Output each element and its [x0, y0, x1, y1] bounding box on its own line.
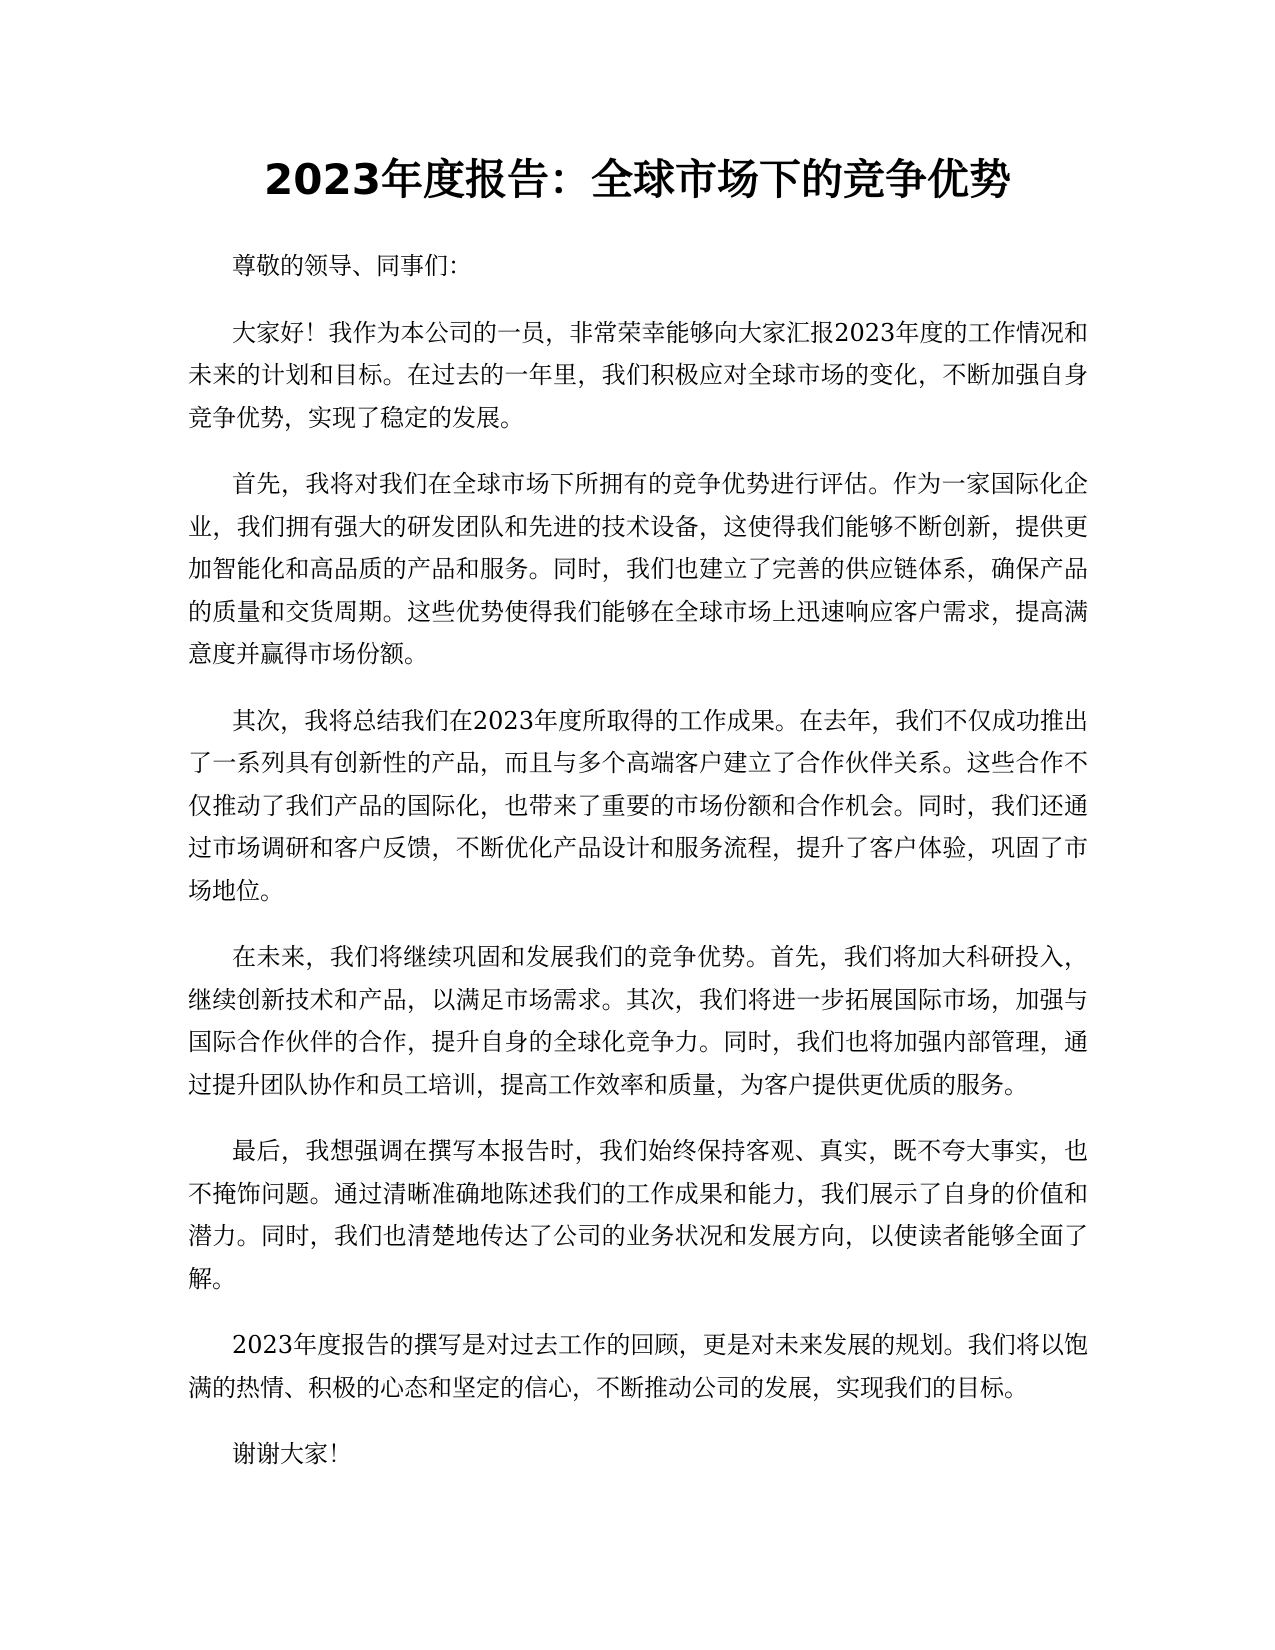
document-title: 2023年度报告：全球市场下的竞争优势 [264, 155, 1011, 204]
body-paragraph: 首先，我将对我们在全球市场下所拥有的竞争优势进行评估。作为一家国际化企业，我们拥有强大的研发团队和先进的技术设备，这使得我们能够不断创新，提供更加智能化和高品质的产品和服务。同时，我们也建立了完善的供应链体系，确保产品的质量和交货周期。这些优势使得我们能够在全球市场上迅速响应客户需求，提高满意度并赢得市场份额。 [188, 470, 1088, 668]
body-paragraph: 大家好！我作为本公司的一员，非常荣幸能够向大家汇报2023年度的工作情况和未来的计划和目标。在过去的一年里，我们积极应对全球市场的变化，不断加强自身竞争优势，实现了稳定的发展。 [188, 318, 1088, 432]
body-paragraph: 2023年度报告的撰写是对过去工作的回顾，更是对未来发展的规划。我们将以饱满的热情、积极的心态和坚定的信心，不断推动公司的发展，实现我们的目标。 [188, 1331, 1088, 1402]
body-paragraph: 其次，我将总结我们在2023年度所取得的工作成果。在去年，我们不仅成功推出了一系列具有创新性的产品，而且与多个高端客户建立了合作伙伴关系。这些合作不仅推动了我们产品的国际化，也带来了重要的市场份额和合作机会。同时，我们还通过市场调研和客户反馈，不断优化产品设计和服务流程，提升了客户体验，巩固了市场地位。 [188, 706, 1088, 905]
salutation-paragraph: 尊敬的领导、同事们： [232, 252, 472, 280]
body-paragraph: 在未来，我们将继续巩固和发展我们的竞争优势。首先，我们将加大科研投入，继续创新技术和产品，以满足市场需求。其次，我们将进一步拓展国际市场，加强与国际合作伙伴的合作，提升自身的全球化竞争力。同时，我们也将加强内部管理，通过提升团队协作和员工培训，提高工作效率和质量，为客户提供更优质的服务。 [188, 943, 1088, 1099]
body-paragraph: 最后，我想强调在撰写本报告时，我们始终保持客观、真实，既不夸大事实，也不掩饰问题。通过清晰准确地陈述我们的工作成果和能力，我们展示了自身的价值和潜力。同时，我们也清楚地传达了公司的业务状况和发展方向，以使读者能够全面了解。 [188, 1137, 1088, 1293]
closing-paragraph: 谢谢大家！ [232, 1440, 352, 1468]
document-body [188, 245, 1088, 1500]
